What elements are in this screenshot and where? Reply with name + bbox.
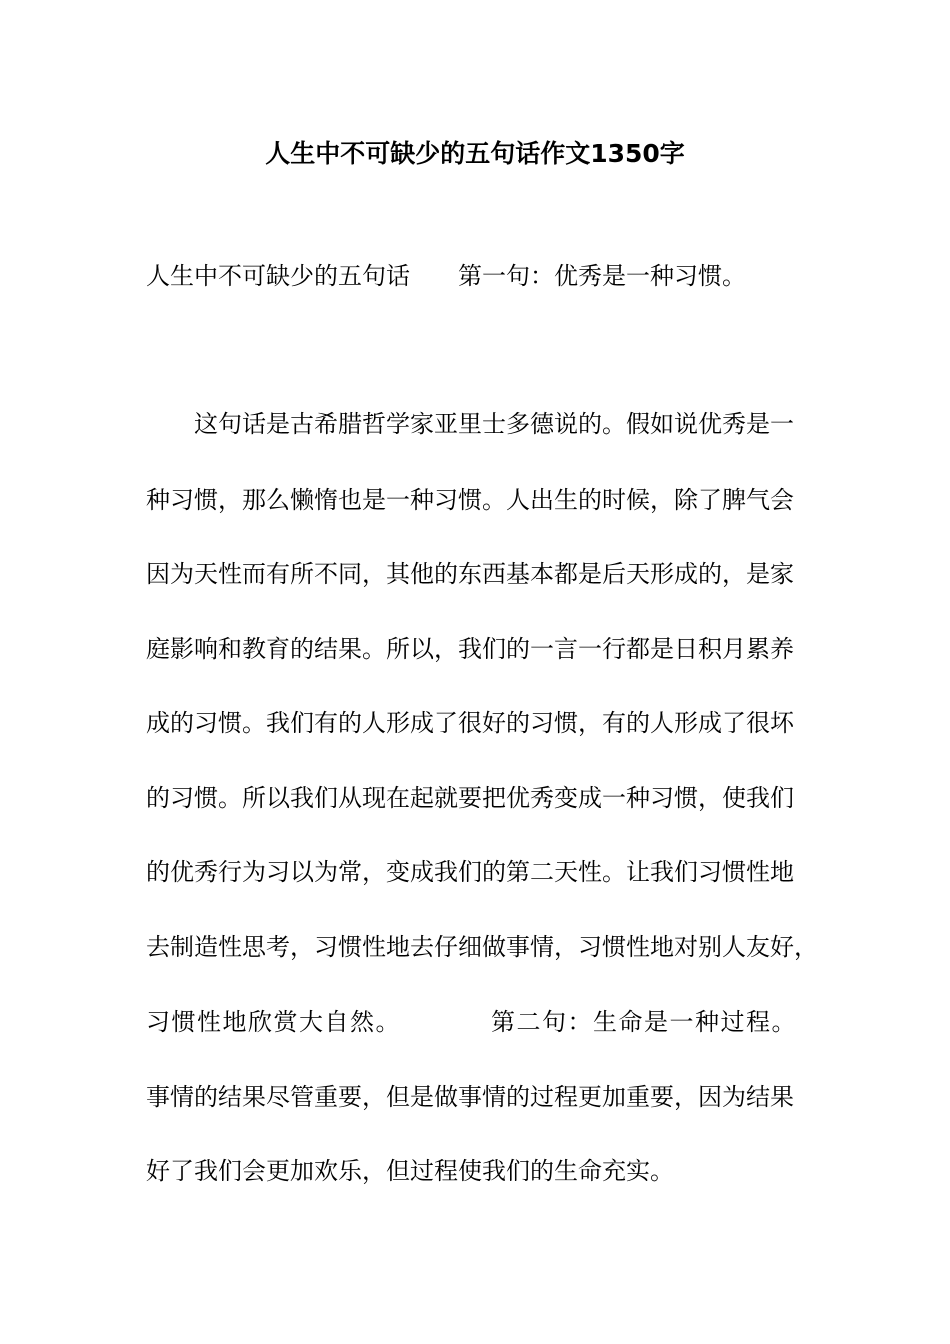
body-line: 种习惯，那么懒惰也是一种习惯。人出生的时候，除了脾气会 [146,486,794,514]
body-line: 成的习惯。我们有的人形成了很好的习惯，有的人形成了很坏 [146,709,794,737]
page-title: 人生中不可缺少的五句话作文1350字 [265,139,685,168]
body-line: 事情的结果尽管重要，但是做事情的过程更加重要，因为结果 [146,1083,794,1111]
body-line: 庭影响和教育的结果。所以，我们的一言一行都是日积月累养 [146,635,794,663]
body-line: 这句话是古希腊哲学家亚里士多德说的。假如说优秀是一 [146,410,794,438]
body-line: 因为天性而有所不同，其他的东西基本都是后天形成的，是家 [146,560,794,588]
body-line: 好了我们会更加欢乐，但过程使我们的生命充实。 [146,1157,674,1185]
body-line: 的习惯。所以我们从现在起就要把优秀变成一种习惯，使我们 [146,784,794,812]
subtitle-line: 人生中不可缺少的五句话 第一句：优秀是一种习惯。 [146,262,746,290]
body-line: 的优秀行为习以为常，变成我们的第二天性。让我们习惯性地 [146,858,794,886]
body-line: 习惯性地欣赏大自然。 第二句：生命是一种过程。 [146,1008,797,1036]
body-line: 去制造性思考，习惯性地去仔细做事情，习惯性地对别人友好， [146,933,818,961]
